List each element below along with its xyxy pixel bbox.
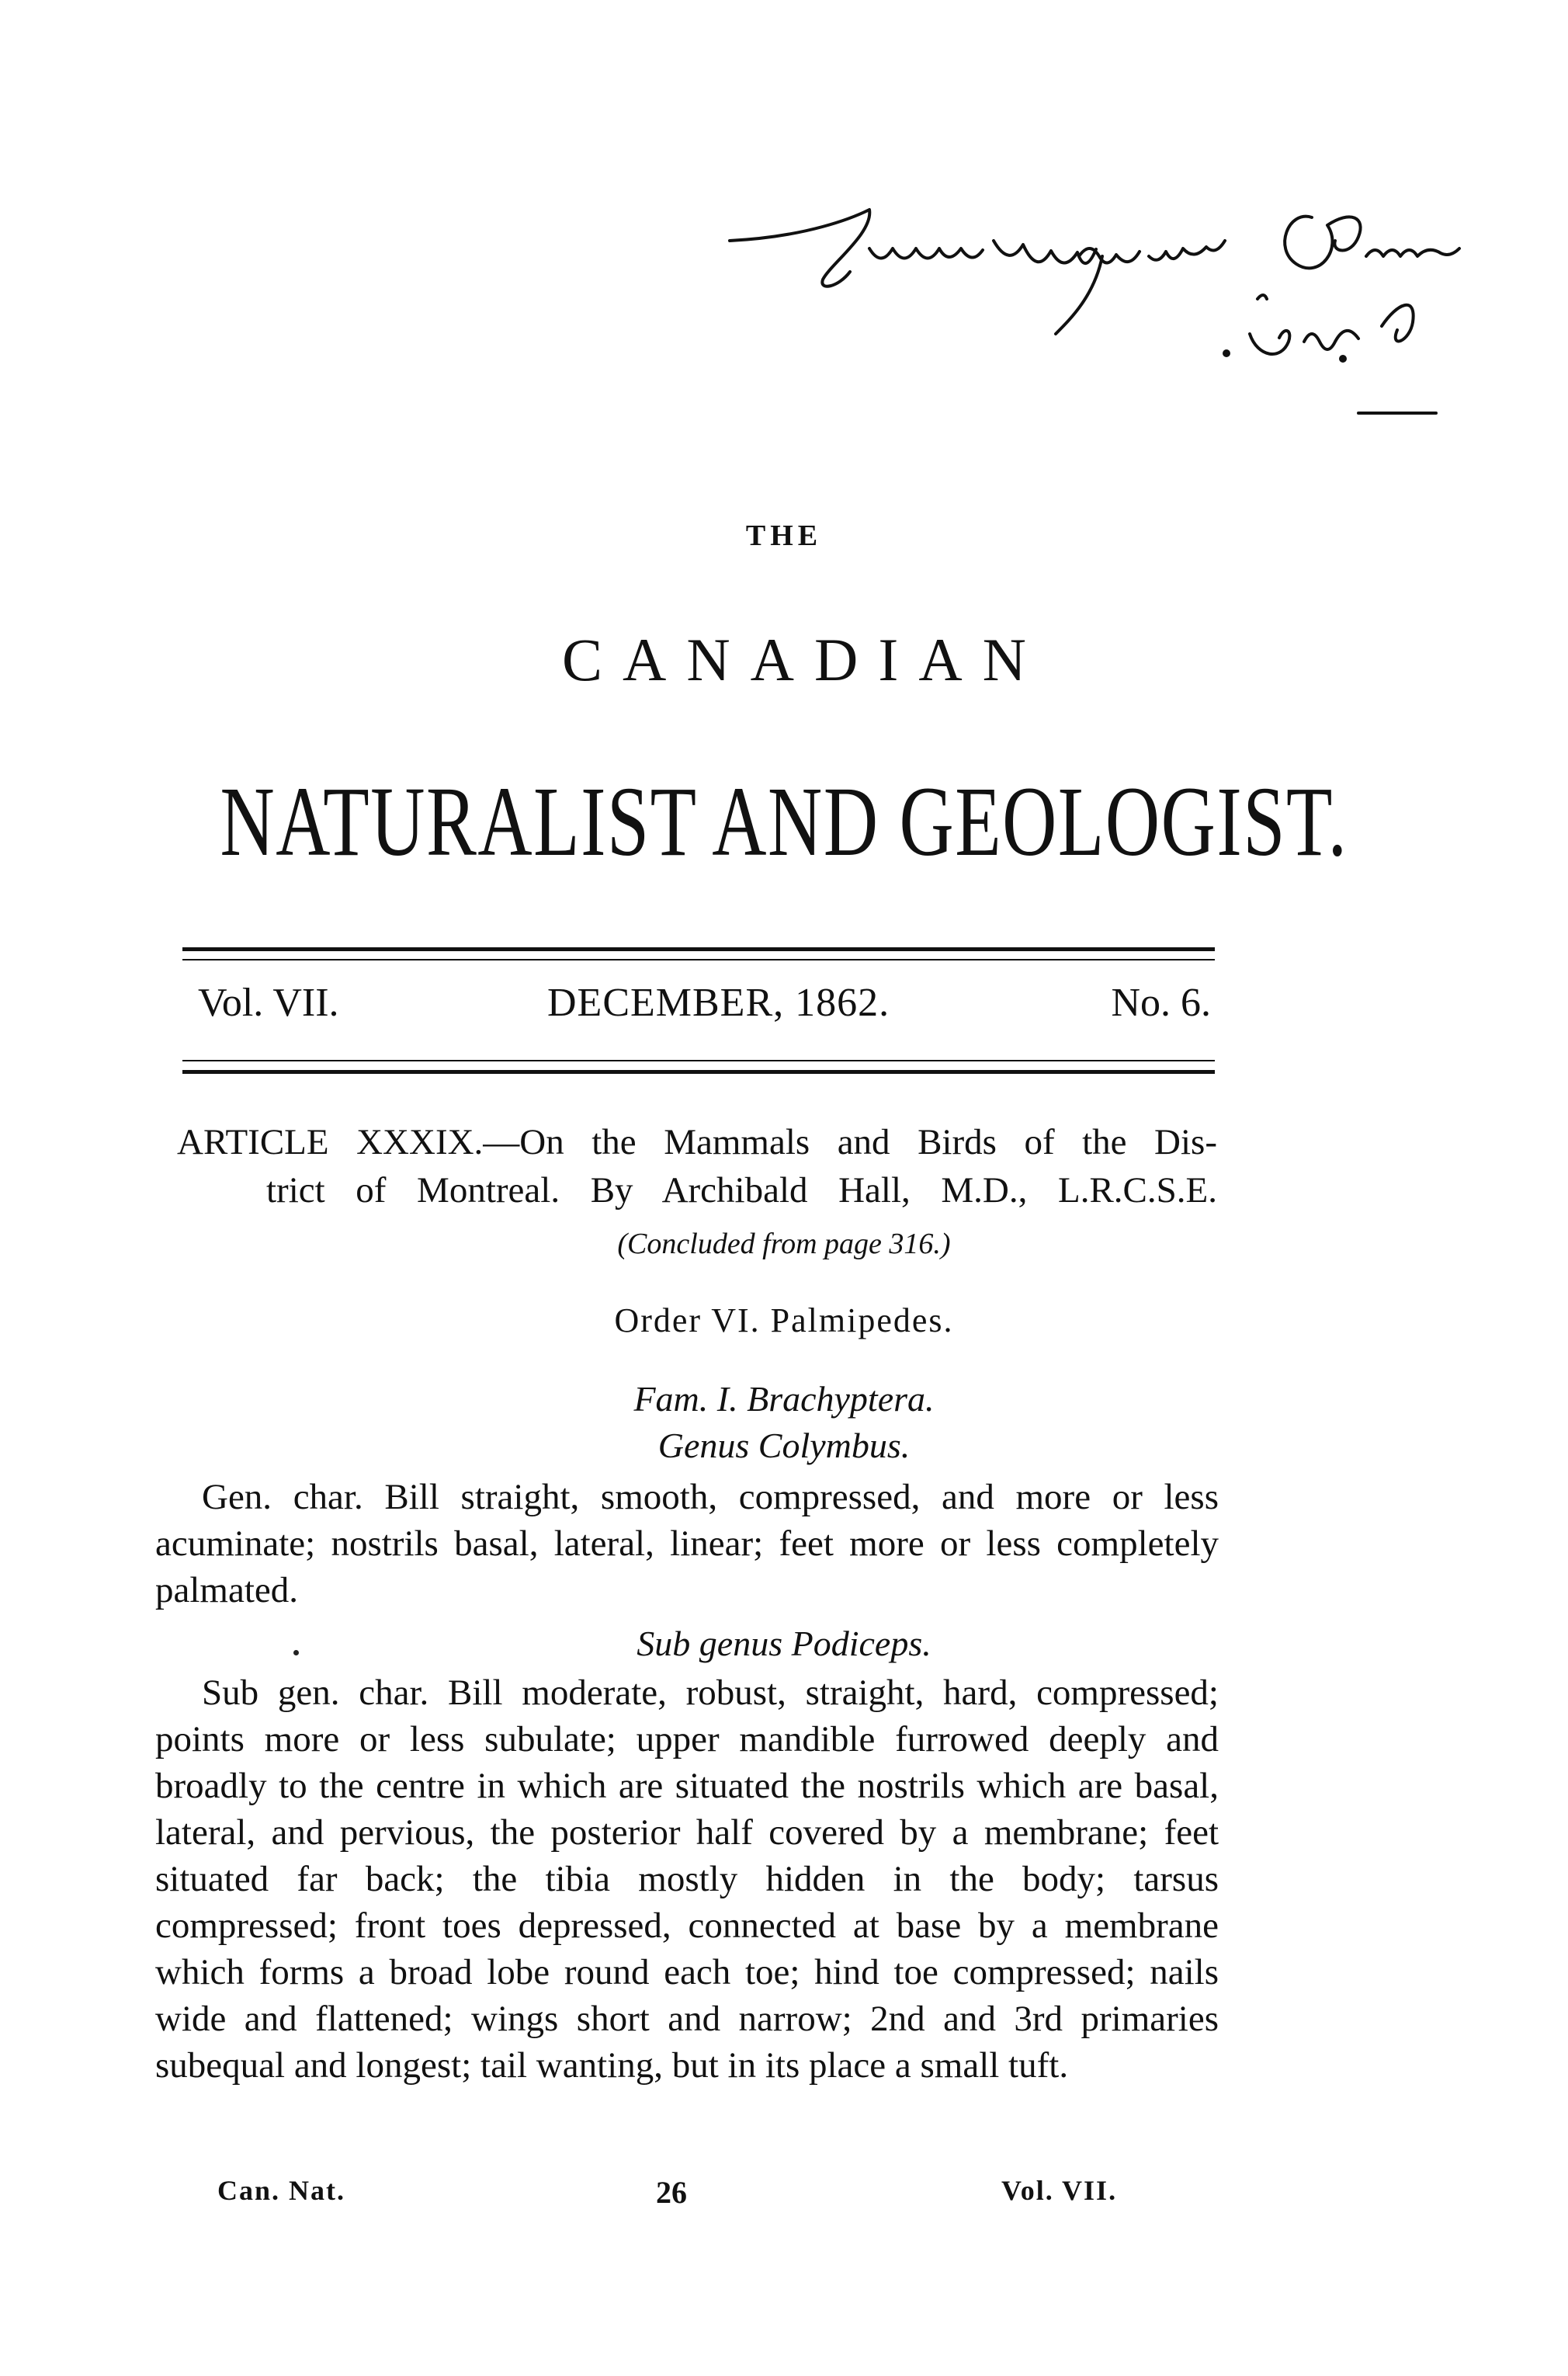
footer-journal: Can. Nat. [217,2175,346,2206]
article-heading [177,1118,1217,1214]
masthead-title: NATURALIST AND GEOLOGIST. [220,766,1348,877]
subgenus-heading: Sub genus Podiceps. [637,1624,931,1663]
rule-bottom-1 [182,1060,1215,1061]
genus-heading: Genus Colymbus. [657,1426,911,1465]
subgenus-characters-paragraph: Sub gen. char. Bill moderate, robust, straight, hard, compressed; points more or less subulate; upper mandible furrowed deeply and broadly to the centre in which are situated the nostrils which are basal, lateral, and pervious, the posterior half covered by a membrane; feet situated far back; the tibia mostly hidden in the body; tarsus compressed; front toes depressed, connected at base by a membrane which forms a broad lobe round each toe; hind toe compressed; nails wide and flattened; wings short and narrow; 2nd and 3rd primaries subequal and longest; tail wanting, but in its place a small tuft. [155,1673,1219,2086]
rule-top-1 [182,947,1215,951]
rule-bottom-2 [182,1070,1215,1074]
issue-number: No. 6. [1111,981,1211,1025]
handwritten-signature [714,163,1537,443]
issue-date: DECEMBER, 1862. [547,981,890,1025]
family-heading: Fam. I. Brachyptera. [633,1379,935,1419]
order-heading: Order VI. Palmipedes. [614,1301,954,1339]
masthead-the: THE [745,519,823,552]
concluded-note: (Concluded from page 316.) [617,1228,951,1260]
issue-volume: Vol. VII. [198,981,339,1025]
article-heading-line1: ARTICLE XXXIX.—On the Mammals and Birds of the Dis- [177,1122,1217,1162]
masthead-canadian: CANADIAN [562,626,1046,693]
rule-top-2 [182,959,1215,960]
footer-volume: Vol. VII. [1001,2175,1118,2206]
page-number: 26 [656,2175,687,2210]
article-heading-line2: trict of Montreal. By Archibald Hall, M.D., L.R.C.S.E. [266,1170,1217,1211]
genus-characters-paragraph: Gen. char. Bill straight, smooth, compressed, and more or less acuminate; nostrils basal, lateral, linear; feet more or less completely palmated. [155,1477,1219,1610]
